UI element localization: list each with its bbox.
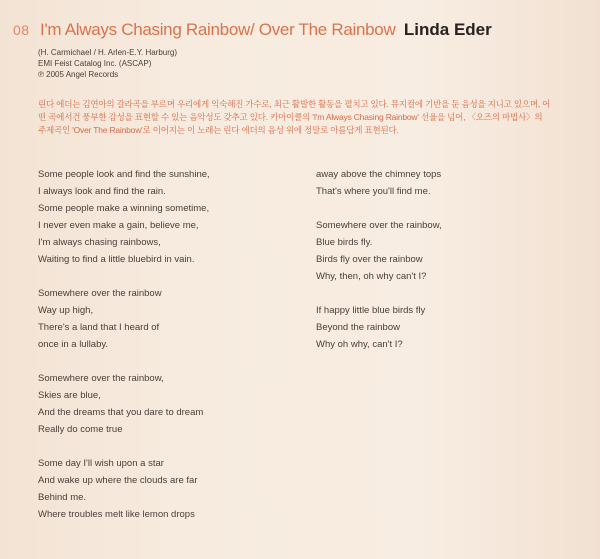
lyric-line: I always look and find the rain. xyxy=(38,186,166,197)
lyric-line: Birds fly over the rainbow xyxy=(316,254,423,265)
lyric-line: Somewhere over the rainbow xyxy=(38,288,162,299)
artist-name: Linda Eder xyxy=(403,20,492,39)
lyric-line: Beyond the rainbow xyxy=(316,322,400,333)
lyric-line: Where troubles melt like lemon drops xyxy=(38,509,195,520)
lyrics-stanza xyxy=(38,455,210,523)
intro-line: 린다 에더는 김연아의 갈라곡을 부르며 우리에게 익숙해진 가수로, 최근 활발한 활동을 펼치고 있다. 뮤지컬에 기반을 둔 음성을 지니고 있으며, 어 xyxy=(38,99,551,109)
lyric-line: Some day I'll wish upon a star xyxy=(38,458,164,469)
track-header xyxy=(13,20,492,40)
lyric-line: Really do come true xyxy=(38,424,123,435)
lyric-line: I never even make a gain, believe me, xyxy=(38,220,199,231)
lyric-line: Blue birds fly. xyxy=(316,237,373,248)
lyric-line: Skies are blue, xyxy=(38,390,101,401)
lyrics-stanza xyxy=(316,166,442,200)
lyric-line: There's a land that I heard of xyxy=(38,322,160,333)
lyrics-stanza xyxy=(38,166,210,268)
intro-paragraph xyxy=(38,98,586,137)
lyric-line: Way up high, xyxy=(38,305,94,316)
intro-line: 주제곡인 'Over The Rainbow'로 이어지는 이 노래는 린다 에더의 음성 위에 정말로 아름답게 표현된다. xyxy=(38,125,399,135)
lyric-line: Some people make a winning sometime, xyxy=(38,203,210,214)
credit-line: EMI Feist Catalog Inc. (ASCAP) xyxy=(38,59,152,68)
track-title: I'm Always Chasing Rainbow/ Over The Rainbow xyxy=(40,20,396,39)
lyrics-stanza xyxy=(316,217,442,285)
lyric-line: Somewhere over the rainbow, xyxy=(316,220,442,231)
lyric-line: Behind me. xyxy=(38,492,87,503)
lyrics-stanza xyxy=(38,370,210,438)
lyric-line: once in a lullaby. xyxy=(38,339,109,350)
lyric-line: Why oh why, can't I? xyxy=(316,339,403,350)
lyric-line: Some people look and find the sunshine, xyxy=(38,169,210,180)
lyric-line: And the dreams that you dare to dream xyxy=(38,407,204,418)
intro-line: 떤 곡에서건 풍부한 감성을 표현할 수 있는 음악성도 갖추고 있다. 카마이클의 'I'm Always Chasing Rainbow' 선율을 넘어, 〈오즈의 마법사〉의 xyxy=(38,112,543,122)
lyric-line: away above the chimney tops xyxy=(316,169,442,180)
credits-block xyxy=(38,47,177,80)
lyric-line: Why, then, oh why can't I? xyxy=(316,271,427,282)
lyrics-stanza xyxy=(316,302,442,353)
lyric-line: And wake up where the clouds are far xyxy=(38,475,198,486)
lyric-line: I'm always chasing rainbows, xyxy=(38,237,161,248)
lyrics-column-left xyxy=(38,166,210,540)
credit-line: ℗ 2005 Angel Records xyxy=(38,70,119,79)
lyric-line: Waiting to find a little bluebird in vain. xyxy=(38,254,195,265)
lyrics-stanza xyxy=(38,285,210,353)
lyrics-column-right xyxy=(316,166,442,370)
lyric-line: That's where you'll find me. xyxy=(316,186,431,197)
lyric-line: If happy little blue birds fly xyxy=(316,305,426,316)
lyric-line: Somewhere over the rainbow, xyxy=(38,373,164,384)
credit-line: (H. Carmichael / H. Arlen-E.Y. Harburg) xyxy=(38,48,178,57)
track-number: 08 xyxy=(13,22,30,38)
